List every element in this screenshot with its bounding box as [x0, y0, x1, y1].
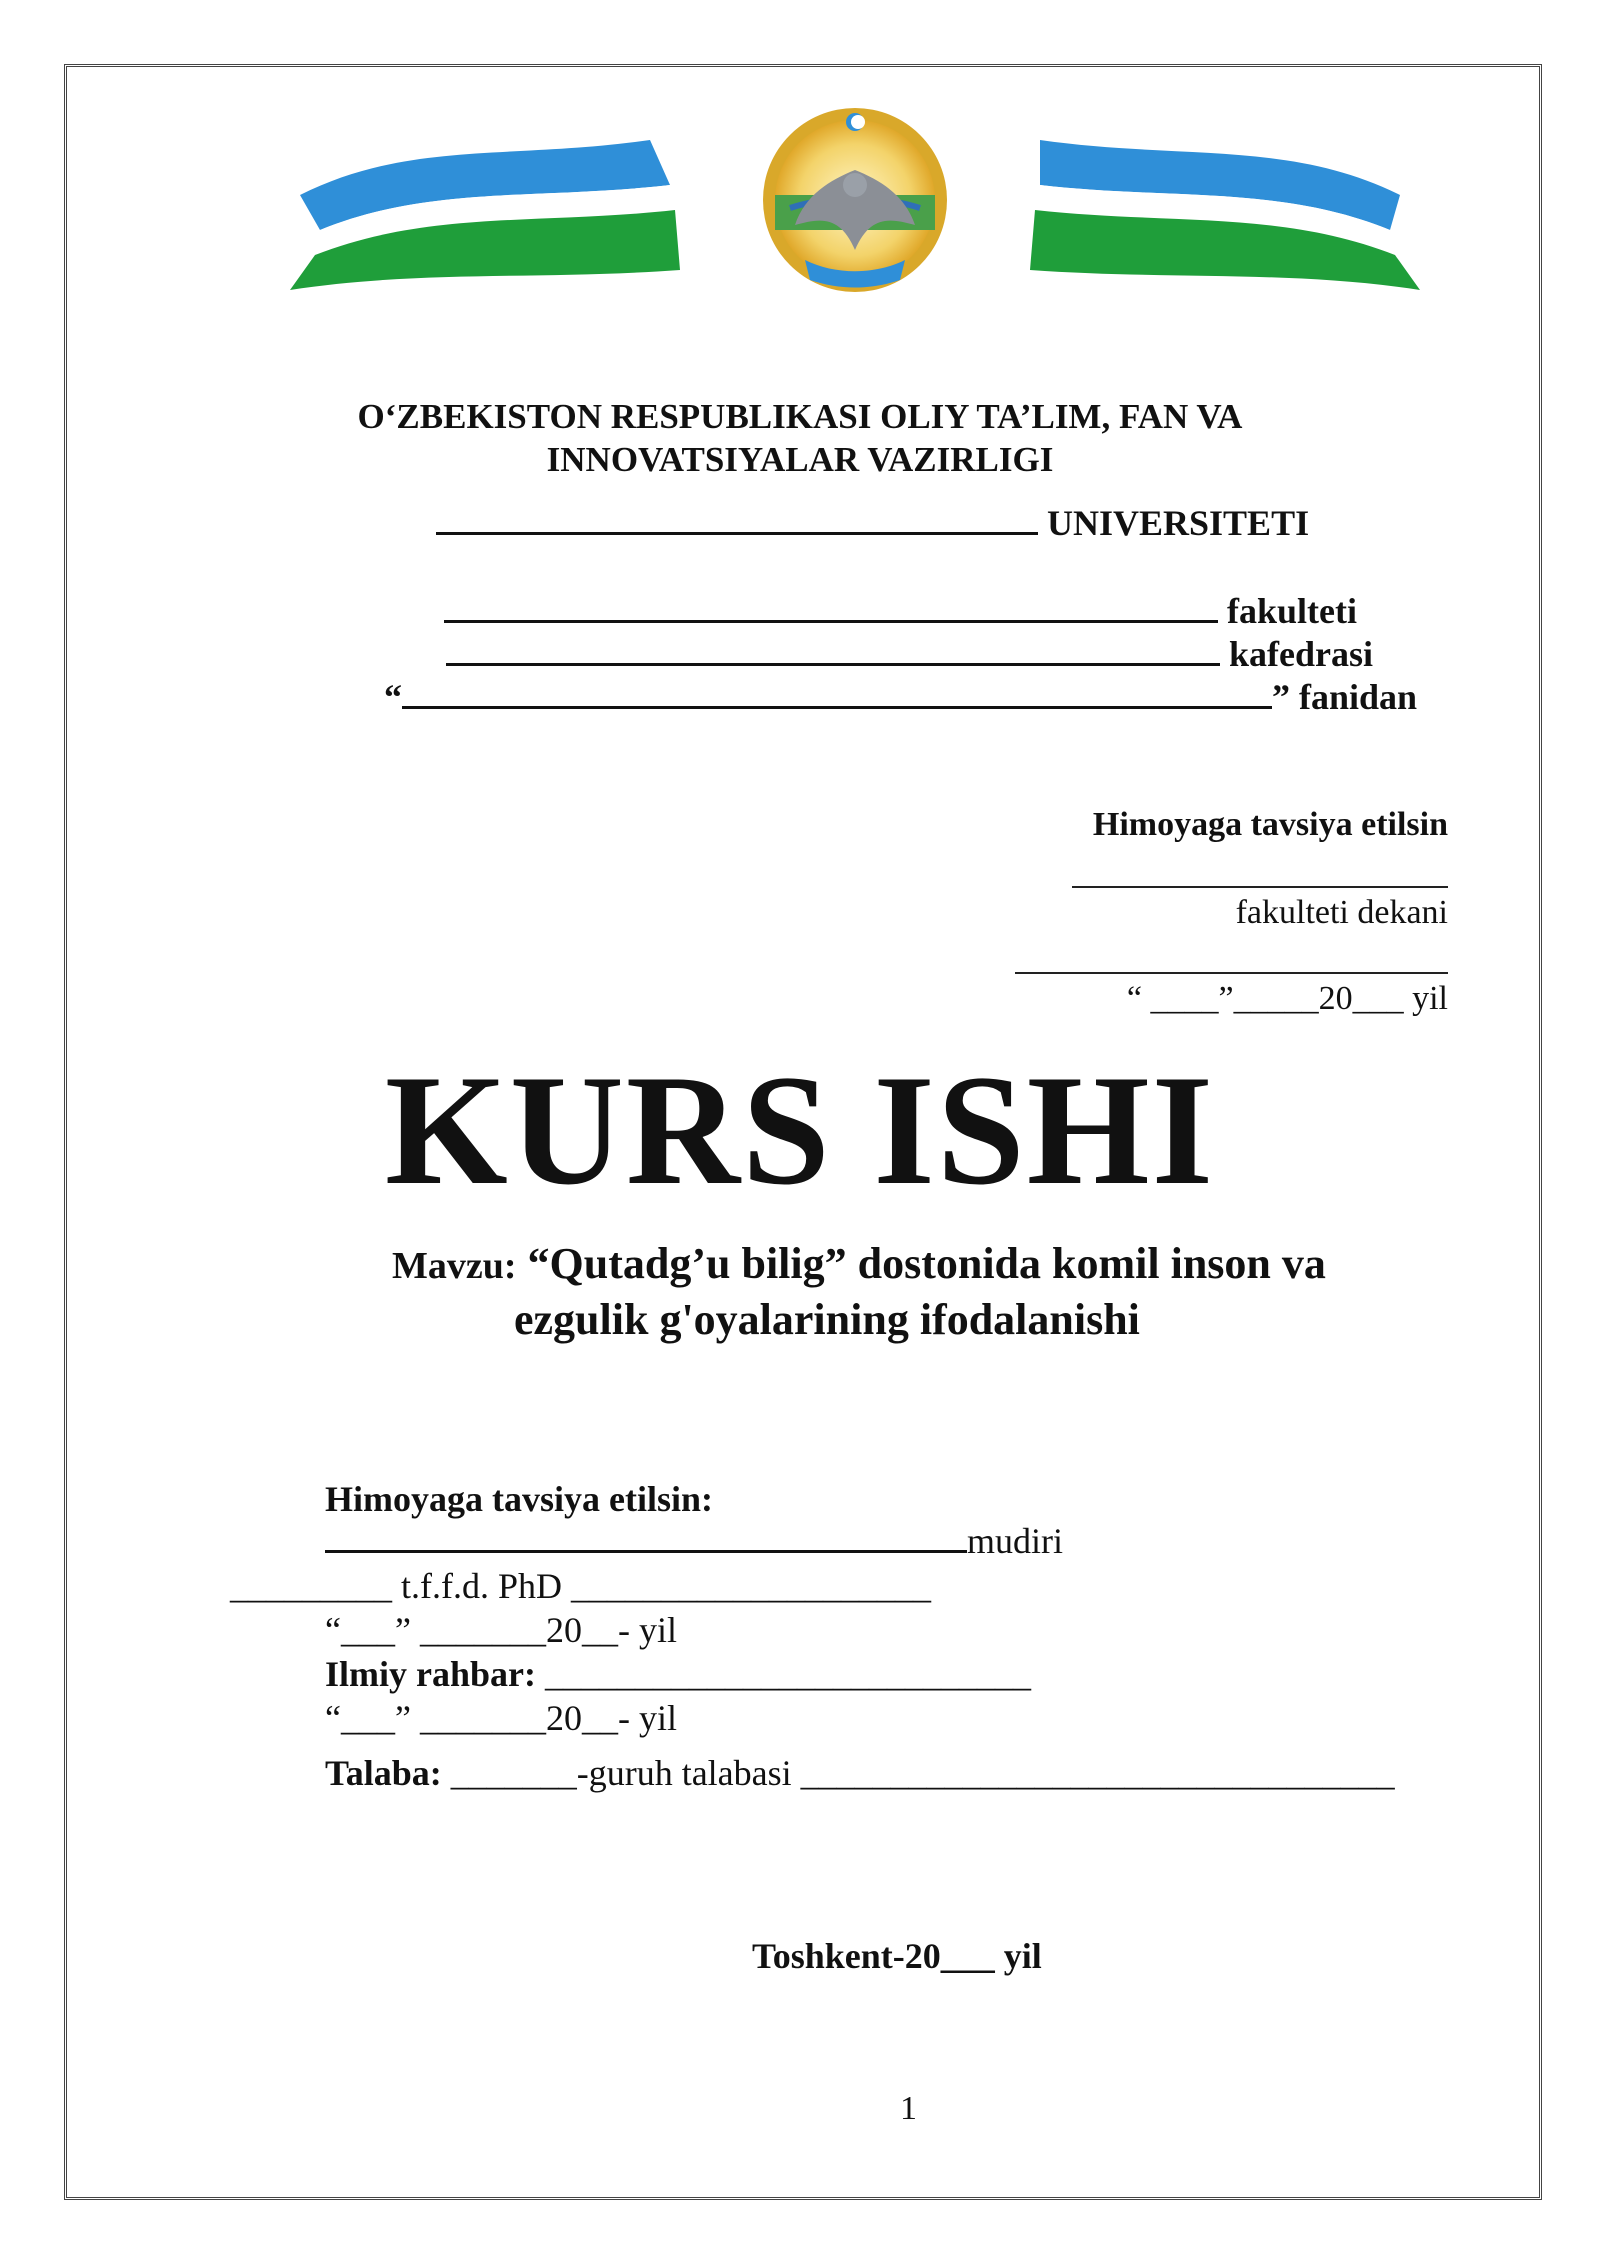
page-number: 1: [900, 2090, 917, 2127]
department-suffix: kafedrasi: [1229, 634, 1373, 674]
subject-line: [384, 676, 1417, 718]
document-title: KURS ISHI: [384, 1043, 1216, 1218]
student-line: [325, 1752, 1395, 1794]
approval-top-date: “ ____”_____20___ yil: [1126, 980, 1448, 1017]
ministry-line-2: INNOVATSIYALAR VAZIRLIGI: [546, 440, 1054, 479]
subject-open-quote: “: [384, 677, 402, 717]
topic-text-1: “Qutadg’u bilig” dostonida komil inson va: [527, 1239, 1326, 1288]
student-label: Talaba:: [325, 1753, 442, 1793]
supervisor-line: [325, 1653, 1031, 1695]
subject-blank: [402, 704, 1272, 709]
dean-signature-line: [1072, 886, 1448, 888]
degree-line: _________ t.f.f.d. PhD ____________________: [230, 1566, 931, 1606]
supervisor-blank: ___________________________: [545, 1654, 1031, 1694]
state-emblem-flag-image: [290, 100, 1420, 300]
student-blank: _________________________________: [800, 1753, 1395, 1793]
head-blank: [325, 1548, 967, 1553]
faculty-suffix: fakulteti: [1227, 591, 1357, 631]
approval-top-heading: Himoyaga tavsiya etilsin: [1092, 806, 1448, 843]
approval-date-2: “___” _______20__- yil: [325, 1698, 677, 1738]
university-blank: [436, 530, 1038, 535]
approval-bottom-heading: Himoyaga tavsiya etilsin:: [325, 1479, 713, 1519]
city-year: Toshkent-20___ yil: [752, 1936, 1042, 1976]
topic-line-1: [392, 1236, 1326, 1294]
department-line: [446, 633, 1373, 675]
supervisor-label: Ilmiy rahbar:: [325, 1654, 536, 1694]
university-suffix: UNIVERSITETI: [1047, 503, 1310, 543]
topic-label: Mavzu:: [392, 1245, 517, 1287]
department-blank: [446, 661, 1220, 666]
student-group: _______-guruh talabasi: [450, 1753, 792, 1793]
dean-label: fakulteti dekani: [1235, 894, 1448, 931]
faculty-blank: [444, 618, 1218, 623]
head-of-department-line: [325, 1520, 1063, 1562]
ministry-line-1: O‘ZBEKISTON RESPUBLIKASI OLIY TA’LIM, FAN VA: [357, 397, 1243, 436]
faculty-line: [444, 590, 1357, 632]
topic-text-2: ezgulik g'oyalarining ifodalanishi: [514, 1295, 1140, 1344]
subject-suffix: ” fanidan: [1272, 677, 1418, 717]
approval-date-1: “___” _______20__- yil: [325, 1610, 677, 1650]
head-suffix: mudiri: [967, 1521, 1063, 1561]
university-line: [436, 502, 1309, 544]
dean-name-line: [1015, 972, 1448, 974]
